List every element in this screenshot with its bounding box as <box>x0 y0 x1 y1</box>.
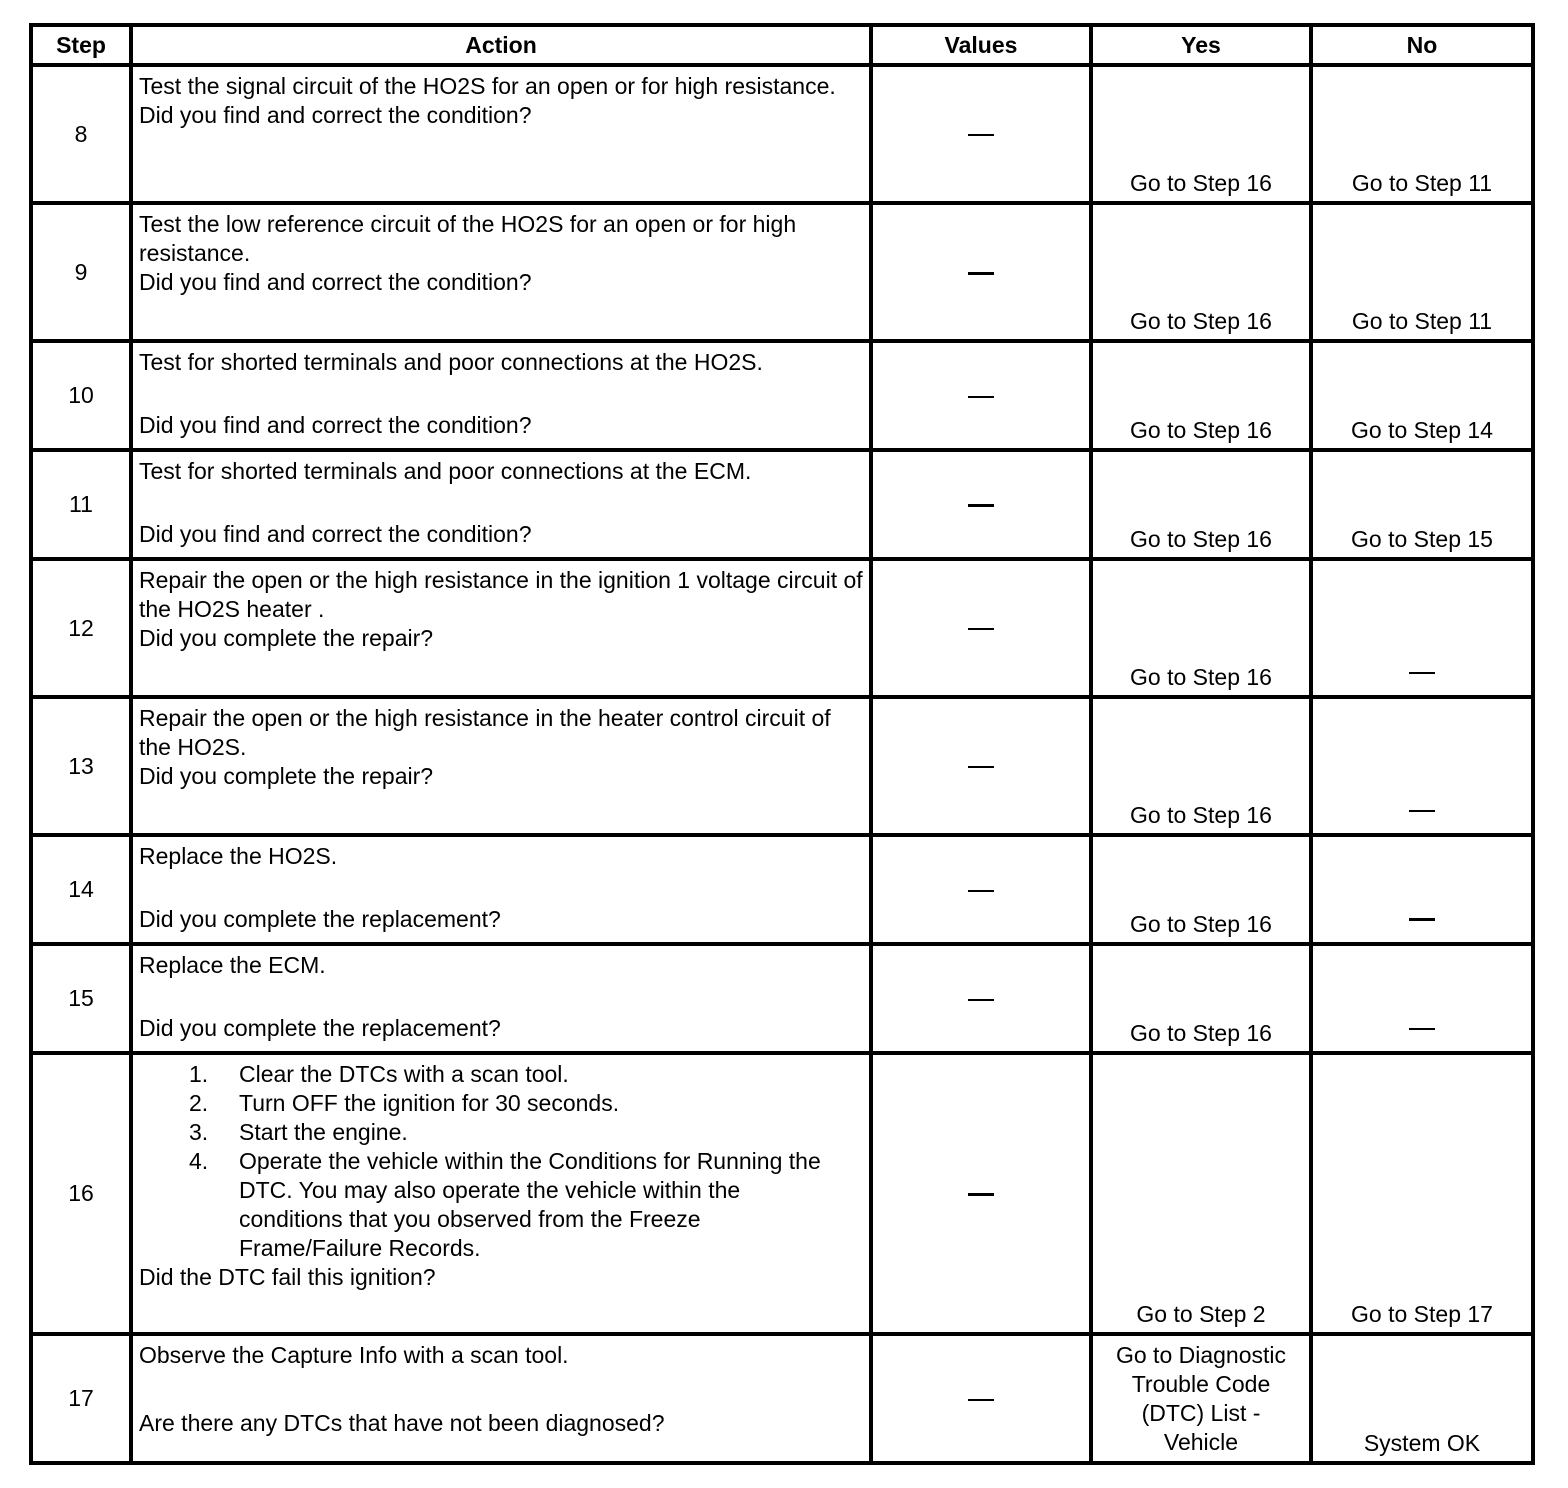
diagnostic-table <box>29 23 1535 1465</box>
action-question: Did you complete the replacement? <box>139 1015 501 1041</box>
values-dash <box>968 272 994 275</box>
values-dash <box>968 396 994 398</box>
no-cell: Go to Step 11 <box>1311 65 1533 203</box>
no-cell: Go to Step 11 <box>1311 203 1533 341</box>
no-dash <box>1409 672 1435 674</box>
values-cell <box>871 1334 1091 1463</box>
action-instruction: Repair the open or the high resistance in the heater control circuit of the HO2S. <box>139 705 831 760</box>
action-cell <box>131 944 871 1053</box>
values-cell <box>871 203 1091 341</box>
action-question: Did you find and correct the condition? <box>139 269 532 295</box>
action-cell <box>131 559 871 697</box>
values-cell <box>871 65 1091 203</box>
values-dash <box>968 628 994 630</box>
header-action: Action <box>131 25 871 65</box>
yes-cell: Go to Step 16 <box>1091 341 1311 450</box>
table-row <box>31 835 1533 944</box>
step-number: 9 <box>31 203 131 341</box>
action-cell <box>131 1334 871 1463</box>
values-dash <box>968 766 994 768</box>
yes-cell: Go to Step 16 <box>1091 65 1311 203</box>
yes-cell: Go to Step 16 <box>1091 835 1311 944</box>
action-cell <box>131 450 871 559</box>
action-question: Did you complete the repair? <box>139 763 434 789</box>
no-cell <box>1311 835 1533 944</box>
no-cell <box>1311 944 1533 1053</box>
no-cell: Go to Step 15 <box>1311 450 1533 559</box>
no-cell <box>1311 559 1533 697</box>
no-dash <box>1409 810 1435 812</box>
table-row <box>31 450 1533 559</box>
yes-cell: Go to Step 16 <box>1091 944 1311 1053</box>
action-question: Did you complete the repair? <box>139 625 434 651</box>
table-row <box>31 697 1533 835</box>
values-dash <box>968 890 994 892</box>
action-cell <box>131 341 871 450</box>
values-cell <box>871 559 1091 697</box>
values-dash <box>968 1193 994 1196</box>
table-row <box>31 65 1533 203</box>
action-instruction: Test the signal circuit of the HO2S for an open or for high resistance. <box>139 73 836 99</box>
header-yes: Yes <box>1091 25 1311 65</box>
table-row <box>31 944 1533 1053</box>
action-instruction: Test for shorted terminals and poor connections at the ECM. <box>139 458 752 484</box>
no-cell: Go to Step 14 <box>1311 341 1533 450</box>
values-cell <box>871 697 1091 835</box>
list-item: 4. Operate the vehicle within the Conditions for Running the DTC. You may also operate the vehicle within the conditions that you observed from the Freeze Frame/Failure Records. <box>189 1148 821 1261</box>
action-instruction: Replace the HO2S. <box>139 843 338 869</box>
step-number: 10 <box>31 341 131 450</box>
no-cell <box>1311 697 1533 835</box>
values-dash <box>968 134 994 136</box>
action-question: Are there any DTCs that have not been diagnosed? <box>139 1410 665 1436</box>
action-instruction: Test for shorted terminals and poor connections at the HO2S. <box>139 349 763 375</box>
yes-cell: Go to Diagnostic Trouble Code (DTC) List - Vehicle <box>1091 1334 1311 1463</box>
table-row <box>31 341 1533 450</box>
step-number: 13 <box>31 697 131 835</box>
action-question: Did you find and correct the condition? <box>139 521 532 547</box>
table-row <box>31 1334 1533 1463</box>
values-cell <box>871 835 1091 944</box>
action-instruction: Repair the open or the high resistance in the ignition 1 voltage circuit of the HO2S heater . <box>139 567 863 622</box>
no-dash <box>1409 918 1435 921</box>
header-no: No <box>1311 25 1533 65</box>
action-question: Did you find and correct the condition? <box>139 412 532 438</box>
instruction-list <box>139 1060 863 1263</box>
yes-cell: Go to Step 16 <box>1091 450 1311 559</box>
table-row <box>31 1053 1533 1334</box>
values-dash <box>968 999 994 1001</box>
action-instruction: Observe the Capture Info with a scan tool. <box>139 1342 569 1368</box>
action-question: Did you find and correct the condition? <box>139 102 532 128</box>
step-number: 8 <box>31 65 131 203</box>
step-number: 16 <box>31 1053 131 1334</box>
table-row <box>31 559 1533 697</box>
no-cell: Go to Step 17 <box>1311 1053 1533 1334</box>
action-question: Did the DTC fail this ignition? <box>139 1264 436 1290</box>
values-dash <box>968 1399 994 1401</box>
step-number: 11 <box>31 450 131 559</box>
action-cell <box>131 835 871 944</box>
no-cell: System OK <box>1311 1334 1533 1463</box>
yes-cell: Go to Step 16 <box>1091 203 1311 341</box>
values-dash <box>968 504 994 507</box>
step-number: 14 <box>31 835 131 944</box>
action-instruction: Test the low reference circuit of the HO2S for an open or for high resistance. <box>139 211 797 266</box>
list-item: 3. Start the engine. <box>189 1119 408 1145</box>
yes-cell: Go to Step 2 <box>1091 1053 1311 1334</box>
values-cell <box>871 944 1091 1053</box>
header-step: Step <box>31 25 131 65</box>
header-row <box>31 25 1533 65</box>
list-item: 2. Turn OFF the ignition for 30 seconds. <box>189 1090 620 1116</box>
action-instruction: Replace the ECM. <box>139 952 326 978</box>
action-cell <box>131 697 871 835</box>
values-cell <box>871 341 1091 450</box>
header-values: Values <box>871 25 1091 65</box>
step-number: 15 <box>31 944 131 1053</box>
yes-cell: Go to Step 16 <box>1091 697 1311 835</box>
yes-cell: Go to Step 16 <box>1091 559 1311 697</box>
step-number: 17 <box>31 1334 131 1463</box>
action-cell <box>131 65 871 203</box>
action-question: Did you complete the replacement? <box>139 906 501 932</box>
action-cell <box>131 1053 871 1334</box>
step-number: 12 <box>31 559 131 697</box>
action-cell <box>131 203 871 341</box>
no-dash <box>1409 1028 1435 1030</box>
list-item: 1. Clear the DTCs with a scan tool. <box>189 1061 569 1087</box>
values-cell <box>871 1053 1091 1334</box>
table-row <box>31 203 1533 341</box>
values-cell <box>871 450 1091 559</box>
